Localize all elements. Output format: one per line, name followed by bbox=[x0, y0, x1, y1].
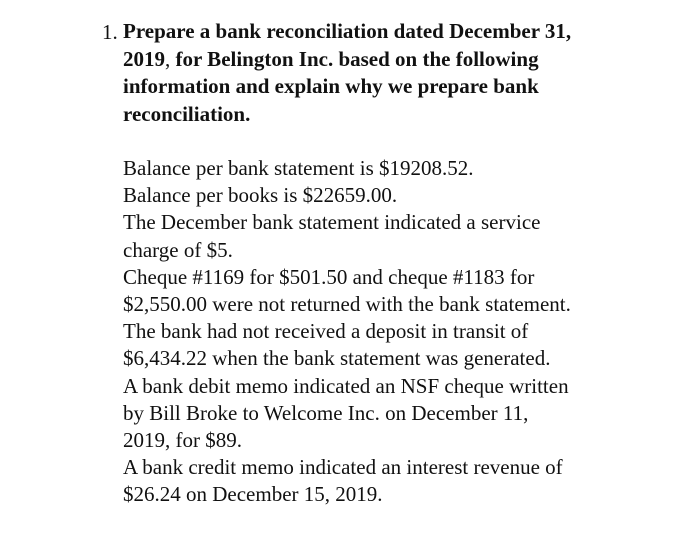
information-line: charge of $5. bbox=[123, 237, 233, 262]
question-number: 1. bbox=[102, 20, 118, 44]
information-line: Balance per books is $22659.00. bbox=[123, 183, 398, 208]
question-title-text: Prepare a bank reconciliation dated December 31, bbox=[123, 19, 572, 43]
question-title-text: for Belington Inc. based on the following bbox=[175, 46, 539, 71]
information-line: A bank debit memo indicated an NSF cheque written bbox=[123, 373, 569, 398]
question-title-line bbox=[123, 101, 643, 129]
information-line: Balance per bank statement is $19208.52. bbox=[123, 156, 474, 180]
question-title-line bbox=[123, 18, 643, 46]
information-line: 2019, for $89. bbox=[123, 428, 242, 453]
question-title bbox=[123, 18, 643, 128]
information-line: by Bill Broke to Welcome Inc. on December 11, bbox=[123, 400, 529, 425]
question-title-line bbox=[123, 46, 643, 74]
information-line: A bank credit memo indicated an interest revenue of bbox=[123, 455, 563, 480]
question-title-text: 2019 bbox=[123, 46, 165, 71]
information-block bbox=[123, 155, 683, 509]
information-line: The December bank statement indicated a service bbox=[123, 210, 541, 235]
question-title-text: information and explain why we prepare bank bbox=[123, 74, 539, 98]
information-line: The bank had not received a deposit in transit of bbox=[123, 319, 529, 344]
information-line: Cheque #1169 for $501.50 and cheque #1183 for bbox=[123, 264, 535, 289]
information-line: $6,434.22 when the bank statement was generated. bbox=[123, 346, 551, 371]
question-title-text: reconciliation. bbox=[123, 101, 251, 126]
question-title-line bbox=[123, 73, 643, 101]
information-line: $26.24 on December 15, 2019. bbox=[123, 482, 383, 507]
information-line: $2,550.00 were not returned with the bank statement. bbox=[123, 292, 571, 317]
question-title-comma: , bbox=[165, 46, 176, 71]
